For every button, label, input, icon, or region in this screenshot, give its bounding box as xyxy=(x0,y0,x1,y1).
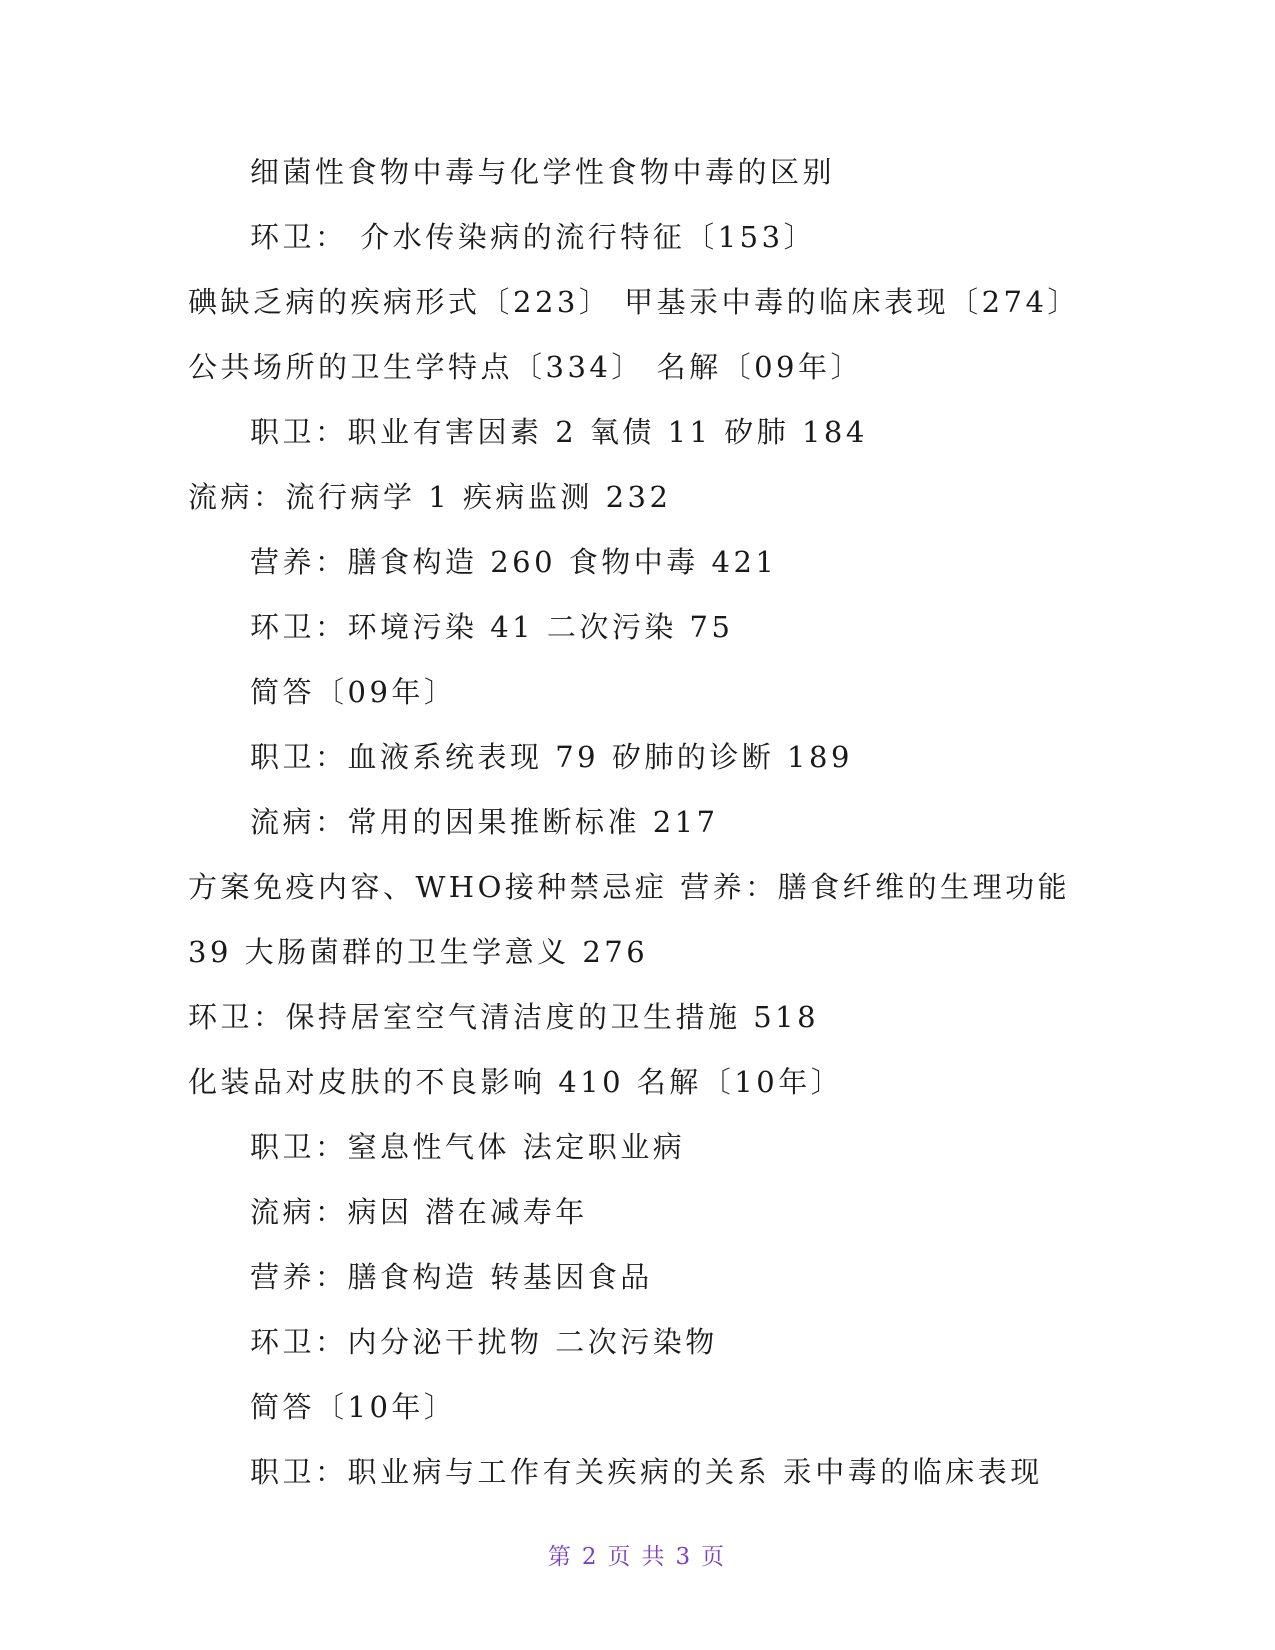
text-line: 环卫： 介水传染病的流行特征〔153〕 xyxy=(250,220,817,254)
footer-current-page: 2 xyxy=(581,1544,600,1570)
footer-total-pages: 3 xyxy=(675,1544,694,1570)
footer-total-word: 共 xyxy=(641,1544,668,1570)
page-footer xyxy=(0,1538,1275,1571)
text-line: 简答〔10年〕 xyxy=(250,1390,457,1424)
text-line: 细菌性食物中毒与化学性食物中毒的区别 xyxy=(250,155,836,189)
text-line: 环卫：内分泌干扰物 二次污染物 xyxy=(250,1325,718,1359)
text-line: 职卫：职业有害因素 2 氧债 11 矽肺 184 xyxy=(250,415,868,449)
document-body xyxy=(188,140,1088,1505)
text-line: 化装品对皮肤的不良影响 410 名解〔10年〕 xyxy=(188,1065,844,1099)
text-line: 流病：病因 潜在减寿年 xyxy=(250,1195,588,1229)
text-line: 公共场所的卫生学特点〔334〕 名解〔09年〕 xyxy=(188,350,863,384)
text-line: 职卫：血液系统表现 79 矽肺的诊断 189 xyxy=(250,740,853,774)
text-line: 环卫：环境污染 41 二次污染 75 xyxy=(250,610,734,644)
text-line: 方案免疫内容、WHO接种禁忌症 营养：膳食纤维的生理功能 xyxy=(188,870,1071,904)
footer-prefix: 第 xyxy=(547,1544,574,1570)
text-line: 环卫：保持居室空气清洁度的卫生措施 518 xyxy=(188,1000,820,1034)
text-line: 营养：膳食构造 260 食物中毒 421 xyxy=(250,545,778,579)
text-line: 职卫：职业病与工作有关疾病的关系 汞中毒的临床表现 xyxy=(250,1455,1043,1489)
footer-suffix: 页 xyxy=(701,1544,728,1570)
text-line: 营养：膳食构造 转基因食品 xyxy=(250,1260,653,1294)
text-line: 碘缺乏病的疾病形式〔223〕 甲基汞中毒的临床表现〔274〕 xyxy=(188,285,1080,319)
text-line: 简答〔09年〕 xyxy=(250,675,457,709)
text-line: 流病：流行病学 1 疾病监测 232 xyxy=(188,480,672,514)
text-line: 流病：常用的因果推断标准 217 xyxy=(250,805,719,839)
text-line: 职卫：窒息性气体 法定职业病 xyxy=(250,1130,686,1164)
text-line: 39 大肠菌群的卫生学意义 276 xyxy=(188,935,649,969)
footer-page-word: 页 xyxy=(607,1544,634,1570)
